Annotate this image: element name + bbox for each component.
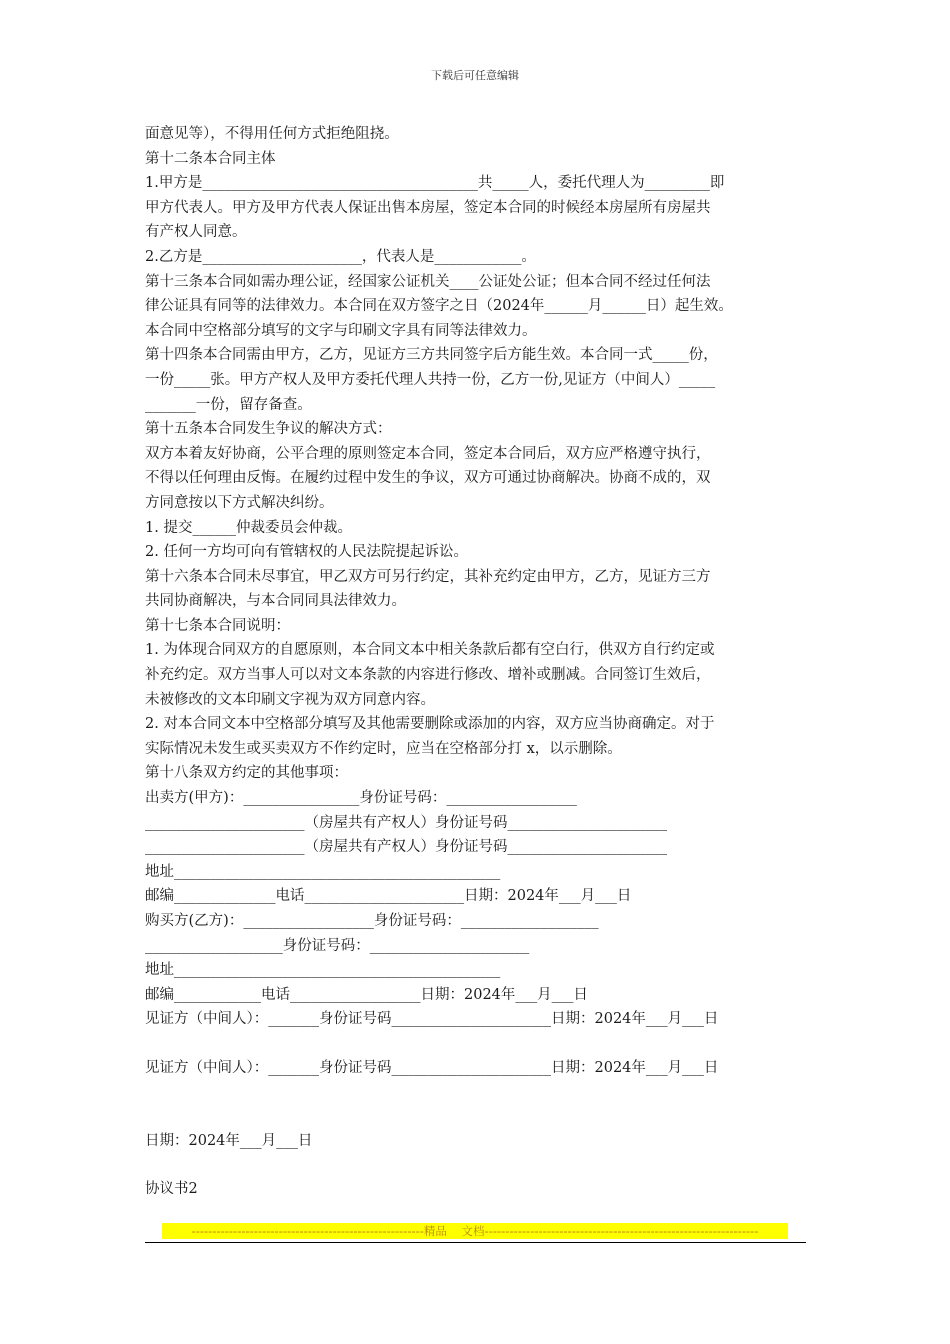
- postcode-line: 邮编______________电话______________________日期：2024年___月___日: [145, 888, 632, 905]
- text-line: 2.乙方是______________________，代表人是____________。: [145, 248, 536, 265]
- footer-banner: --------------------------------------------------------精品 文档------------------------------------------------------------------: [162, 1223, 788, 1239]
- seller-line: 出卖方(甲方)：________________身份证号码：__________________: [145, 790, 577, 807]
- text-line: 有产权人同意。: [145, 224, 247, 241]
- contract-body: [145, 122, 820, 1202]
- text-line: 1.甲方是______________________________________共_____人，委托代理人为_________即: [145, 175, 725, 192]
- text-line: _______一份，留存备查。: [145, 396, 312, 413]
- text-line: 方同意按以下方式解决纠纷。: [145, 494, 334, 511]
- page-header: 下载后可任意编辑: [431, 69, 519, 82]
- text-line: 1. 为体现合同双方的自愿原则，本合同文本中相关条款后都有空白行，供双方自行约定或: [145, 642, 715, 659]
- section-heading: 第十七条本合同说明：: [145, 617, 290, 634]
- text-line: 双方本着友好协商，公平合理的原则签定本合同，签定本合同后，双方应严格遵守执行，: [145, 445, 711, 462]
- text-line: 一份_____张。甲方产权人及甲方委托代理人共持一份，乙方一份,见证方（中间人）_____: [145, 371, 716, 388]
- text-line: 不得以任何理由反悔。在履约过程中发生的争议，双方可通过协商解决。协商不成的，双: [145, 470, 711, 487]
- text-line: 律公证具有同等的法律效力。本合同在双方签字之日（2024年______月______日）起生效。: [145, 298, 733, 315]
- footer-divider: [145, 1242, 806, 1243]
- address-line: 地址_____________________________________________: [145, 863, 501, 880]
- text-line: 补充约定。双方当事人可以对文本条款的内容进行修改、增补或删减。合同签订生效后，: [145, 667, 711, 684]
- blank-space: [145, 1081, 820, 1129]
- date-line: 日期：2024年___月___日: [145, 1132, 313, 1149]
- address-line: 地址_____________________________________________: [145, 962, 501, 979]
- next-agreement-title: 协议书2: [145, 1181, 198, 1198]
- text-line: 实际情况未发生或买卖双方不作约定时，应当在空格部分打 x，以示删除。: [145, 740, 622, 757]
- text-line: 2. 对本合同文本中空格部分填写及其他需要删除或添加的内容，双方应当协商确定。对于: [145, 716, 715, 733]
- text-line: 甲方代表人。甲方及甲方代表人保证出售本房屋，签定本合同的时候经本房屋所有房屋共: [145, 199, 711, 216]
- section-heading: 第十三条本合同如需办理公证，经国家公证机关____公证处公证；但本合同不经过任何法: [145, 273, 711, 290]
- co-owner-line: ______________________（房屋共有产权人）身份证号码______________________: [145, 839, 667, 856]
- section-heading: 第十八条双方约定的其他事项：: [145, 765, 348, 782]
- section-heading: 第十二条本合同主体: [145, 150, 276, 167]
- co-owner-line: ______________________（房屋共有产权人）身份证号码______________________: [145, 814, 667, 831]
- buyer-line: 购买方(乙方)：__________________身份证号码：___________________: [145, 913, 599, 929]
- section-heading: 第十四条本合同需由甲方，乙方，见证方三方共同签字后方能生效。本合同一式_____份，: [145, 347, 718, 364]
- text-line: 共同协商解决，与本合同同具法律效力。: [145, 593, 406, 610]
- witness-line: 见证方（中间人）：_______身份证号码______________________日期：2024年___月___日: [145, 1059, 719, 1076]
- witness-line: 见证方（中间人）：_______身份证号码______________________日期：2024年___月___日: [145, 1011, 719, 1028]
- text-line: 面意见等），不得用任何方式拒绝阻挠。: [145, 126, 399, 142]
- text-line: 未被修改的文本印刷文字视为双方同意内容。: [145, 691, 435, 708]
- section-heading: 第十五条本合同发生争议的解决方式：: [145, 421, 392, 438]
- postcode-line: 邮编____________电话__________________日期：2024年___月___日: [145, 986, 588, 1003]
- text-line: 1. 提交______仲裁委员会仲裁。: [145, 519, 352, 536]
- section-heading: 第十六条本合同未尽事宜，甲乙双方可另行约定，其补充约定由甲方，乙方，见证方三方: [145, 568, 711, 585]
- buyer-id-line: ___________________身份证号码：______________________: [145, 937, 530, 954]
- blank-space: [145, 1032, 820, 1056]
- text-line: 本合同中空格部分填写的文字与印刷文字具有同等法律效力。: [145, 322, 537, 339]
- text-line: 2. 任何一方均可向有管辖权的人民法院提起诉讼。: [145, 544, 468, 561]
- blank-space: [145, 1153, 820, 1177]
